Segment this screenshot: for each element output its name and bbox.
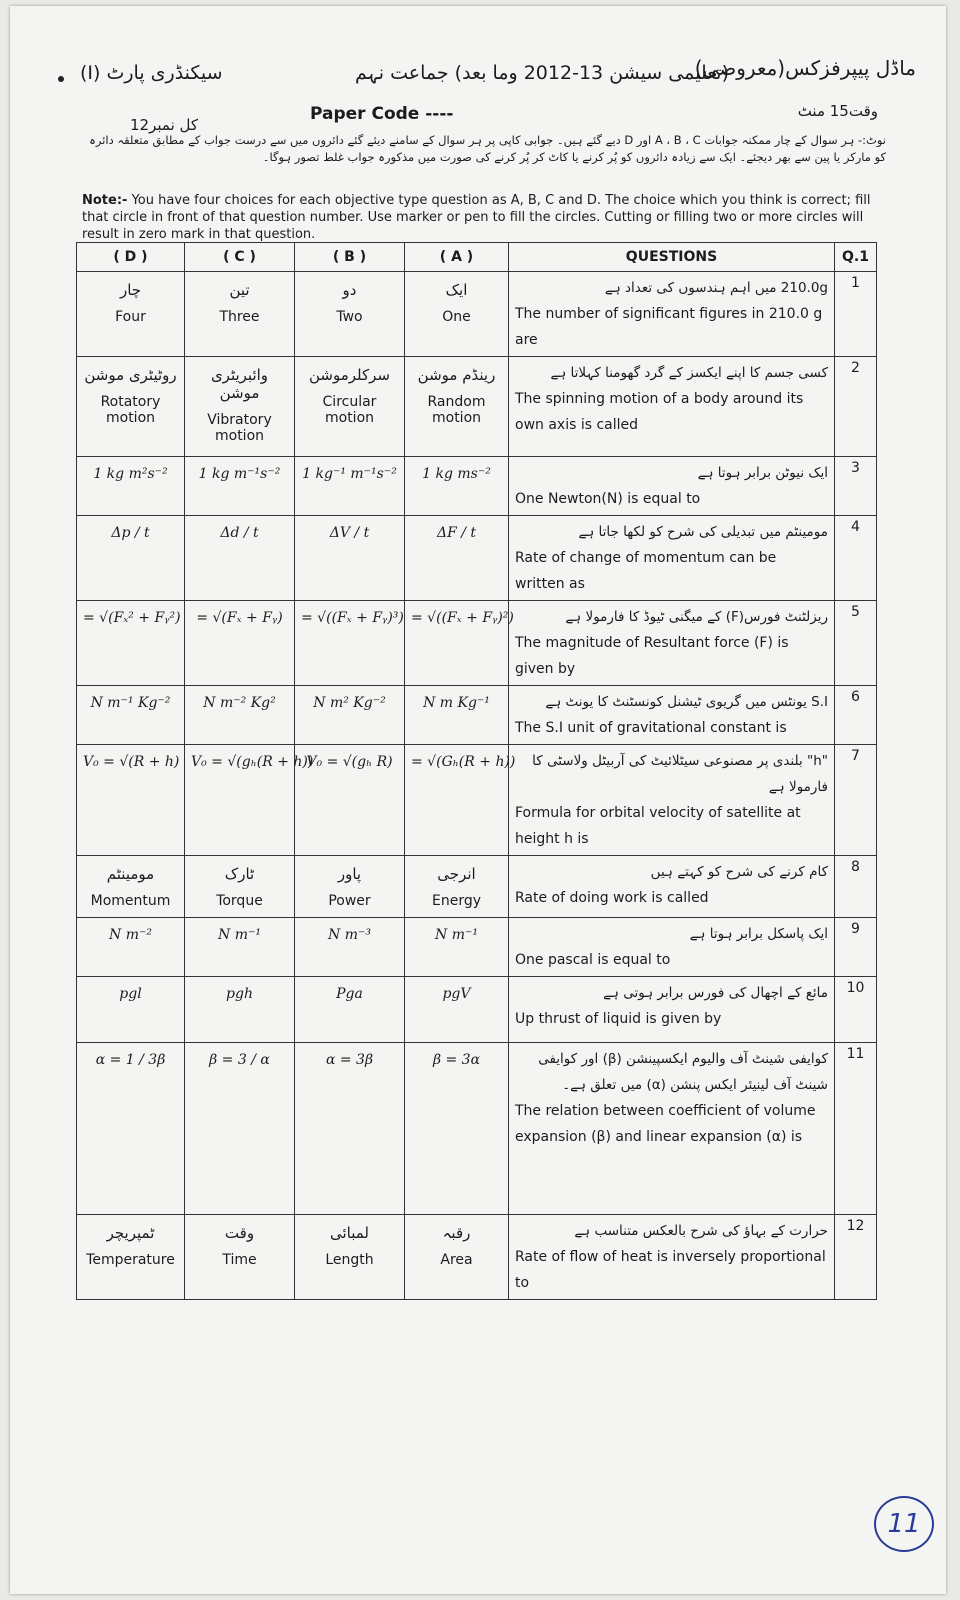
option-a-formula: = √((Fₓ + Fᵧ)²): [411, 610, 514, 626]
question-english: Rate of doing work is called: [515, 890, 709, 906]
option-b-formula: ΔV / t: [329, 525, 370, 541]
question-cell: [509, 1043, 835, 1215]
option-a-formula: pgV: [442, 986, 471, 1002]
option-d-cell: [77, 686, 185, 745]
option-b-cell: [295, 977, 405, 1043]
question-cell: [509, 516, 835, 601]
option-d-cell: [77, 516, 185, 601]
table-row: [77, 1043, 877, 1215]
option-d-cell: [77, 272, 185, 357]
question-cell: [509, 977, 835, 1043]
option-a-text: One: [442, 309, 471, 325]
option-d-urdu: چار: [119, 281, 142, 299]
question-english: One Newton(N) is equal to: [515, 491, 701, 507]
table-row: [77, 516, 877, 601]
time-allowed: وقت15 منٹ: [797, 102, 878, 120]
session-class: (تعلیمی سیشن 13-2012 وما بعد) جماعت نہم: [355, 62, 729, 84]
page-number: 11: [874, 1496, 934, 1552]
question-urdu: ریزلٹنٹ فورس(F) کے میگنی ٹیوڈ کا فارمولا ہے: [565, 609, 828, 625]
option-a-urdu: ایک: [445, 281, 468, 299]
option-d-cell: [77, 745, 185, 856]
option-b-formula: N m² Kg⁻²: [313, 695, 386, 711]
option-c-formula: pgh: [226, 986, 253, 1002]
option-c-cell: [185, 745, 314, 856]
question-urdu: S.I یونٹس میں گریوی ٹیشنل کونسٹنٹ کا یونٹ ہے: [545, 694, 828, 710]
margin-mark: [58, 76, 64, 82]
question-urdu: کوایفی شینٹ آف والیوم ایکسپینشن (β) اور کوایفی شینٹ آف لینیئر ایکس پنشن (α) میں تعلق ہے۔: [538, 1051, 828, 1093]
option-c-text: Three: [219, 309, 260, 325]
option-d-formula: = √(Fₓ² + Fᵧ²): [83, 610, 181, 626]
question-english: Formula for orbital velocity of satellite at height h is: [515, 805, 801, 847]
question-number: 10: [835, 977, 877, 1043]
option-a-formula: N m Kg⁻¹: [423, 695, 490, 711]
question-english: The magnitude of Resultant force (F) is given by: [515, 635, 789, 677]
option-a-formula: = √(Gₕ(R + h)): [411, 754, 516, 770]
option-c-urdu: وائبریٹری موشن: [210, 366, 269, 402]
option-a-urdu: انرجی: [437, 865, 476, 883]
question-cell: [509, 272, 835, 357]
option-b-cell: [295, 457, 405, 516]
option-b-cell: [295, 745, 405, 856]
option-b-cell: [295, 601, 405, 686]
option-c-cell: [185, 686, 295, 745]
question-number: 11: [835, 1043, 877, 1215]
question-cell: [509, 457, 835, 516]
option-a-cell: [405, 856, 509, 918]
note-english: [82, 192, 876, 243]
option-b-cell: [295, 357, 405, 457]
question-english: The S.I unit of gravitational constant is: [515, 720, 787, 736]
col-header-c: ( C ): [185, 243, 295, 272]
option-c-urdu: تین: [229, 281, 250, 299]
option-d-urdu: روٹیٹری موشن: [84, 366, 177, 384]
table-row: [77, 745, 877, 856]
option-d-cell: [77, 357, 185, 457]
option-b-urdu: پاور: [337, 865, 362, 883]
question-number: 1: [835, 272, 877, 357]
option-c-formula: β = 3 / α: [209, 1052, 270, 1068]
option-b-urdu: لمبائی: [329, 1224, 370, 1242]
option-a-cell: [405, 272, 509, 357]
option-d-formula: α = 1 / 3β: [95, 1052, 166, 1068]
option-c-formula: Δd / t: [220, 525, 259, 541]
note-urdu: نوٹ:- ہر سوال کے چار ممکنہ جوابات A ، B ، C اور D دیے گئے ہیں۔ جوابی کاپی پر ہر سوال کے سامنے دیئے گئے دائروں میں سے درست جواب کے مطابق متعلقہ دائرہ کو مارکر یا پین سے بھر دیجئے۔ ایک سے زیادہ دائروں کو پُر کرنے یا کاٹ کر پُر کرنے کی صورت میں مذکورہ جواب غلط تصور ہوگا۔: [89, 133, 886, 164]
option-b-formula: N m⁻³: [328, 927, 371, 943]
option-d-formula: Δp / t: [111, 525, 150, 541]
option-b-text: Power: [328, 893, 371, 909]
question-english: Rate of flow of heat is inversely proportional to: [515, 1249, 826, 1291]
question-cell: [509, 357, 835, 457]
question-number: 12: [835, 1215, 877, 1300]
table-row: [77, 977, 877, 1043]
option-c-text: Torque: [216, 893, 263, 909]
col-header-q: Q.1: [835, 243, 877, 272]
option-a-urdu: رینڈم موشن: [417, 366, 496, 384]
option-d-text: Rotatory motion: [100, 394, 161, 426]
option-b-formula: Pga: [336, 986, 363, 1002]
col-header-a: ( A ): [405, 243, 509, 272]
option-b-formula: 1 kg⁻¹ m⁻¹s⁻²: [302, 466, 397, 482]
question-number: 2: [835, 357, 877, 457]
question-english: The number of significant figures in 210.0 g are: [515, 306, 823, 348]
questions-table: [76, 242, 877, 1300]
option-a-cell: [405, 1043, 509, 1215]
option-b-cell: [295, 856, 405, 918]
option-b-text: Length: [325, 1252, 374, 1268]
option-a-cell: [405, 918, 509, 977]
option-c-text: Vibratory motion: [207, 412, 272, 444]
table-row: [77, 918, 877, 977]
option-c-cell: [185, 272, 295, 357]
option-b-cell: [295, 1043, 405, 1215]
question-cell: [509, 686, 835, 745]
option-d-formula: V₀ = √(R + h): [83, 754, 180, 770]
note-text: You have four choices for each objective type question as A, B, C and D. The choice which you think is correct; fill that circle in front of that question number. Use marker or pen to fill the circles. Cutting or filling two or more circles will result in zero mark in that question.: [82, 193, 871, 242]
option-d-text: Temperature: [86, 1252, 175, 1268]
option-c-cell: [185, 1043, 295, 1215]
table-row: [77, 601, 877, 686]
question-english: The relation between coefficient of volume expansion (β) and linear expansion (α) is: [515, 1103, 816, 1145]
option-a-text: Energy: [431, 893, 481, 909]
question-cell: [509, 856, 835, 918]
option-a-cell: [405, 686, 509, 745]
option-d-cell: [77, 977, 185, 1043]
option-b-cell: [295, 686, 405, 745]
table-row: [77, 686, 877, 745]
option-c-cell: [185, 1215, 295, 1300]
option-c-text: Time: [222, 1252, 257, 1268]
question-cell: [509, 601, 835, 686]
table-row: [77, 457, 877, 516]
table-row: [77, 1215, 877, 1300]
option-a-cell: [405, 977, 509, 1043]
option-b-cell: [295, 1215, 405, 1300]
option-a-formula: β = 3α: [432, 1052, 481, 1068]
option-c-urdu: وقت: [224, 1224, 255, 1242]
option-d-formula: N m⁻²: [109, 927, 152, 943]
option-a-cell: [405, 516, 509, 601]
option-a-cell: [405, 357, 509, 457]
option-a-formula: N m⁻¹: [435, 927, 478, 943]
option-a-urdu: رقبہ: [442, 1224, 471, 1242]
option-c-cell: [185, 601, 295, 686]
option-d-cell: [77, 856, 185, 918]
question-cell: [509, 745, 835, 856]
col-header-b: ( B ): [295, 243, 405, 272]
question-number: 3: [835, 457, 877, 516]
option-c-cell: [185, 918, 295, 977]
question-number: 6: [835, 686, 877, 745]
question-urdu: "h" بلندی پر مصنوعی سیٹلائیٹ کی آربیٹل ولاسٹی کا فارمولا ہے: [532, 753, 828, 795]
question-english: Up thrust of liquid is given by: [515, 1011, 722, 1027]
question-urdu: کسی جسم کا اپنے ایکسز کے گرد گھومنا کہلاتا ہے: [550, 365, 828, 381]
col-header-d: ( D ): [77, 243, 185, 272]
option-a-text: Random motion: [427, 394, 486, 426]
table-row: [77, 357, 877, 457]
table-row: [77, 272, 877, 357]
option-a-cell: [405, 745, 516, 856]
paper-title: ماڈل پیپرفزکس(معروضی): [694, 56, 916, 80]
option-a-cell: [405, 1215, 509, 1300]
option-b-formula: V₀ = √(gₕ R): [306, 754, 393, 770]
question-english: One pascal is equal to: [515, 952, 671, 968]
option-c-cell: [185, 357, 295, 457]
option-b-formula: = √((Fₓ + Fᵧ)³): [301, 610, 404, 626]
option-d-text: Momentum: [90, 893, 171, 909]
option-d-formula: 1 kg m²s⁻²: [93, 466, 168, 482]
option-b-text: Circular motion: [322, 394, 377, 426]
option-c-formula: = √(Fₓ + Fᵧ): [196, 610, 283, 626]
option-a-formula: 1 kg ms⁻²: [422, 466, 491, 482]
option-a-cell: [405, 457, 509, 516]
question-urdu: 210.0g میں اہم ہندسوں کی تعداد ہے: [604, 280, 828, 296]
question-urdu: مومینٹم میں تبدیلی کی شرح کو لکھا جاتا ہے: [578, 524, 828, 540]
total-marks: کل نمبر12: [130, 116, 199, 134]
note-label: Note:-: [82, 193, 128, 208]
question-urdu: مائع کے اچھال کی فورس برابر ہوتی ہے: [603, 985, 828, 1001]
question-number: 4: [835, 516, 877, 601]
option-b-text: Two: [336, 309, 363, 325]
option-c-cell: [185, 856, 295, 918]
option-d-cell: [77, 601, 185, 686]
question-number: 9: [835, 918, 877, 977]
option-c-formula: V₀ = √(gₕ(R + h)): [191, 754, 314, 770]
question-english: Rate of change of momentum can be written as: [515, 550, 777, 592]
option-d-cell: [77, 1215, 185, 1300]
option-b-cell: [295, 918, 405, 977]
question-number: 7: [835, 745, 877, 856]
paper-code: Paper Code ----: [310, 104, 454, 124]
question-cell: [509, 1215, 835, 1300]
option-d-formula: pgl: [119, 986, 142, 1002]
question-urdu: ایک نیوٹن برابر ہوتا ہے: [697, 465, 828, 481]
table-header-row: [77, 243, 877, 272]
option-a-cell: [405, 601, 514, 686]
option-d-cell: [77, 918, 185, 977]
exam-paper: [10, 6, 946, 1594]
option-b-formula: α = 3β: [325, 1052, 374, 1068]
option-c-cell: [185, 977, 295, 1043]
option-a-formula: ΔF / t: [436, 525, 477, 541]
option-c-formula: N m⁻² Kg²: [203, 695, 276, 711]
option-b-urdu: دو: [342, 281, 357, 299]
question-cell: [509, 918, 835, 977]
option-d-cell: [77, 457, 185, 516]
part-label: سیکنڈری پارٹ (I): [80, 62, 223, 84]
question-urdu: ایک پاسکل برابر ہوتا ہے: [689, 926, 828, 942]
option-b-urdu: سرکلرموشن: [309, 366, 390, 384]
table-row: [77, 856, 877, 918]
option-c-urdu: ٹارک: [224, 865, 255, 883]
option-d-cell: [77, 1043, 185, 1215]
question-urdu: کام کرنے کی شرح کو کہتے ہیں: [650, 864, 828, 880]
option-d-text: Four: [115, 309, 146, 325]
option-c-cell: [185, 516, 295, 601]
option-d-formula: N m⁻¹ Kg⁻²: [90, 695, 171, 711]
option-d-urdu: مومینٹم: [106, 865, 155, 883]
question-number: 5: [835, 601, 877, 686]
option-c-formula: N m⁻¹: [218, 927, 261, 943]
question-urdu: حرارت کے بہاؤ کی شرح بالعکس متناسب ہے: [574, 1223, 828, 1239]
option-d-urdu: ٹمپریچر: [106, 1224, 155, 1242]
option-b-cell: [295, 516, 405, 601]
question-english: The spinning motion of a body around its own axis is called: [515, 391, 804, 433]
option-c-formula: 1 kg m⁻¹s⁻²: [198, 466, 281, 482]
option-c-cell: [185, 457, 295, 516]
option-b-cell: [295, 272, 405, 357]
question-number: 8: [835, 856, 877, 918]
col-header-questions: QUESTIONS: [509, 243, 835, 272]
option-a-text: Area: [440, 1252, 473, 1268]
